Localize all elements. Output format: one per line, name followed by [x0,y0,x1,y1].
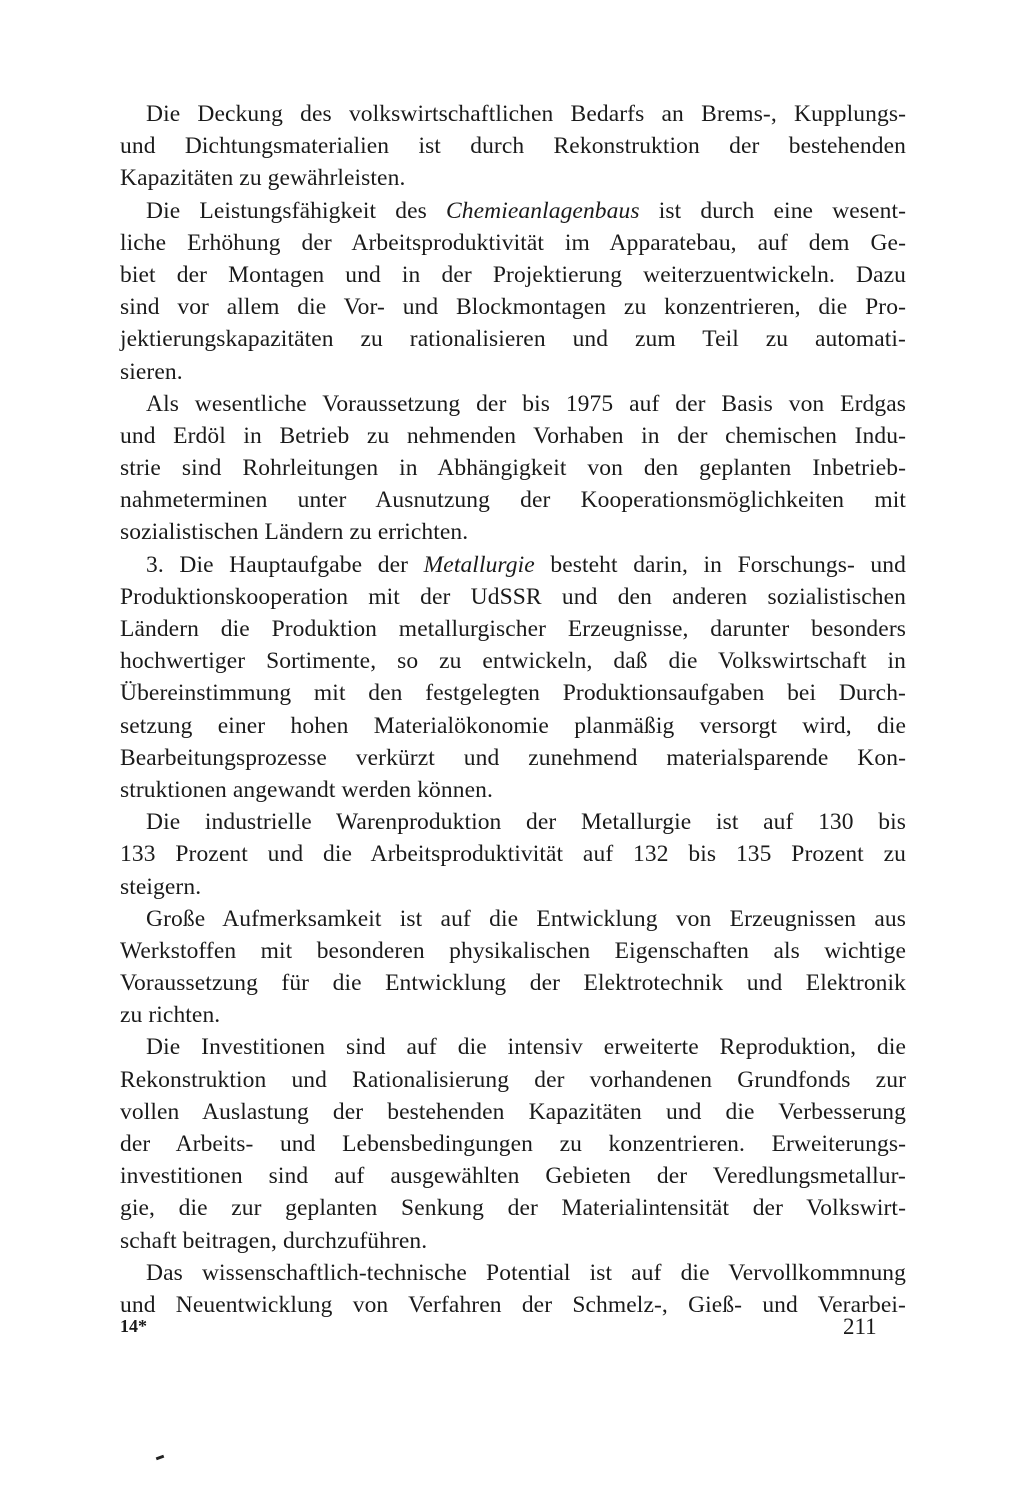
emphasis: Metallurgie [423,551,535,578]
text-line: Das wissenschaftlich-technische Potential ist auf die Vervollkommnung [146,1259,906,1286]
text-line: jektierungskapazitäten zu rationalisieren und zum Teil zu automati- [120,326,906,353]
text-line: Werkstoffen mit besonderen physikalischen Eigenschaften als wichtige [120,937,906,964]
text-line: Übereinstimmung mit den festgelegten Produktionsaufgaben bei Durch- [120,680,906,707]
emphasis: Chemieanlagenbaus [446,197,640,224]
text-line: liche Erhöhung der Arbeitsproduktivität im Apparatebau, auf dem Ge- [120,229,906,256]
text-line: Die industrielle Warenproduktion der Metallurgie ist auf 130 bis [146,809,906,836]
text-line: vollen Auslastung der bestehenden Kapazitäten und die Verbesserung [120,1098,906,1125]
text-line: schaft beitragen, durchzuführen. [120,1227,428,1254]
text-line: und Neuentwicklung von Verfahren der Schmelz-, Gieß- und Verarbei- [120,1291,906,1318]
text-line: Produktionskooperation mit der UdSSR und den anderen sozialistischen [120,583,906,610]
text-line: Rekonstruktion und Rationalisierung der vorhandenen Grundfonds zur [120,1066,906,1093]
text-line: Die Investitionen sind auf die intensiv erweiterte Reproduktion, die [146,1034,906,1061]
text-line: investitionen sind auf ausgewählten Gebieten der Veredlungsmetallur- [120,1163,906,1190]
text-line: gie, die zur geplanten Senkung der Materialintensität der Volkswirt- [120,1195,906,1222]
page-number: 211 [843,1314,877,1339]
text-line: Als wesentliche Voraussetzung der bis 1975 auf der Basis von Erdgas [146,390,906,417]
text-line: und Erdöl in Betrieb zu nehmenden Vorhaben in der chemischen Indu- [120,422,906,449]
text-line: Ländern die Produktion metallurgischer Erzeugnisse, darunter besonders [120,616,906,642]
text-line: sieren. [120,358,183,385]
text-line: Voraussetzung für die Entwicklung der Elektrotechnik und Elektronik [120,970,906,997]
text-line: 133 Prozent und die Arbeitsproduktivität auf 132 bis 135 Prozent zu [120,841,906,868]
text-line: Die Deckung des volkswirtschaftlichen Bedarfs an Brems-, Kupplungs- [146,101,906,127]
text-line: hochwertiger Sortimente, so zu entwickeln, daß die Volkswirtschaft in [120,648,906,675]
signature-mark: 14* [120,1316,147,1336]
text-line: Große Aufmerksamkeit ist auf die Entwicklung von Erzeugnissen aus [146,905,906,932]
text-line: setzung einer hohen Materialökonomie planmäßig versorgt wird, die [120,712,906,739]
text-line: 3. Die Hauptaufgabe der Metallurgie besteht darin, in Forschungs- und [146,551,906,578]
text-line: und Dichtungsmaterialien ist durch Rekonstruktion der bestehenden [120,133,906,160]
text-line: steigern. [120,873,202,900]
text-line: struktionen angewandt werden können. [120,776,493,803]
body-text [120,98,906,1321]
text-line: Die Leistungsfähigkeit des Chemieanlagenbaus ist durch eine wesent- [146,197,906,224]
text-line: strie sind Rohrleitungen in Abhängigkeit von den geplanten Inbetrieb- [120,455,906,482]
text-line: biet der Montagen und in der Projektierung weiterzuentwickeln. Dazu [120,261,906,288]
text-line: zu richten. [120,1002,221,1029]
text-line: sind vor allem die Vor- und Blockmontagen zu konzentrieren, die Pro- [120,294,906,321]
ink-mark [156,1455,165,1461]
text-line: sozialistischen Ländern zu errichten. [120,519,469,546]
text-line: Bearbeitungsprozesse verkürzt und zunehmend materialsparende Kon- [120,744,906,771]
text-line: nahmeterminen unter Ausnutzung der Kooperationsmöglichkeiten mit [120,487,906,514]
text-line: der Arbeits- und Lebensbedingungen zu konzentrieren. Erweiterungs- [120,1131,906,1157]
text-line: Kapazitäten zu gewährleisten. [120,165,406,192]
